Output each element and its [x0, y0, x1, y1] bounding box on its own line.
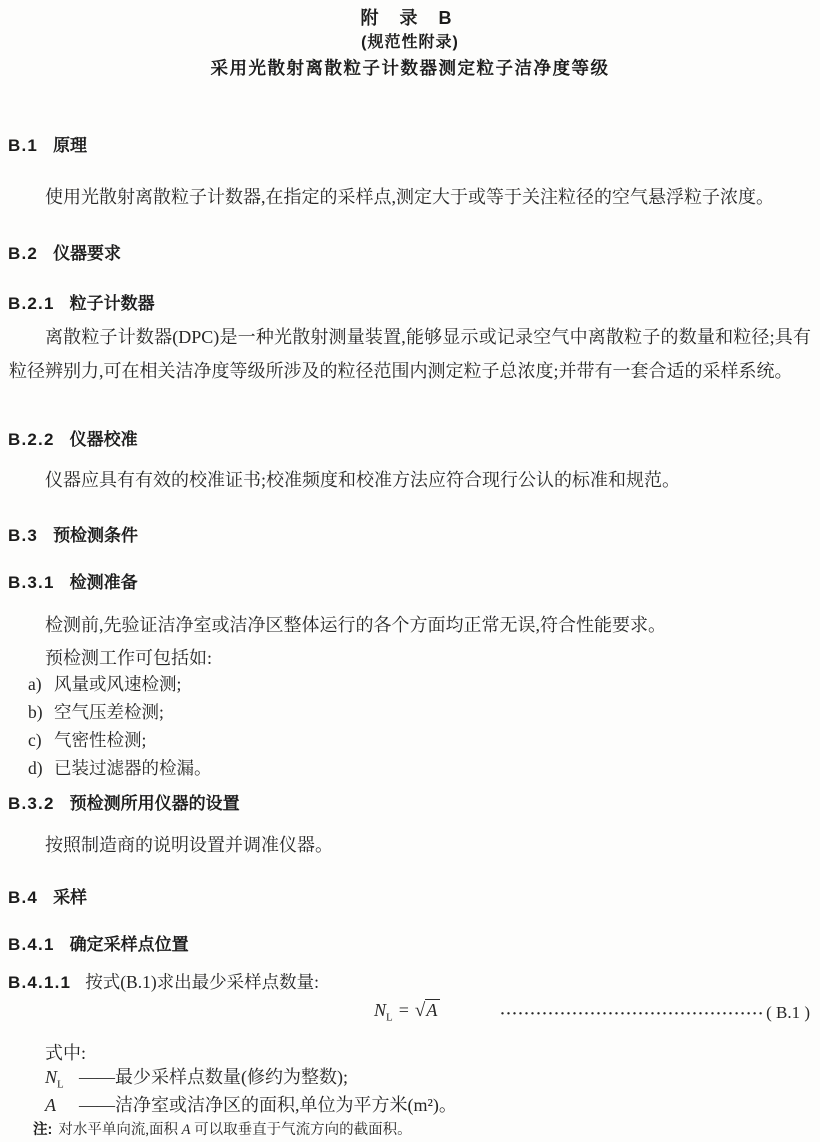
paragraph-b3-2: 按照制造商的说明设置并调准仪器。 [45, 835, 333, 855]
formula-subscript: L [386, 1011, 393, 1024]
list-item-label: d) [28, 758, 43, 778]
formula-radicand: A [425, 999, 440, 1020]
list-item-label: a) [28, 674, 42, 694]
paragraph-b3-1-a: 检测前,先验证洁净室或洁净区整体运行的各个方面均正常无误,符合性能要求。 [45, 615, 666, 635]
legend-symbol [45, 1095, 79, 1119]
clause-b4-1-1 [8, 969, 319, 994]
clause-number: B.4.1 [8, 935, 55, 954]
list-item-label: b) [28, 702, 43, 722]
equation-leader [500, 1003, 810, 1023]
note-text-post: 可以取垂直于气流方向的截面积。 [190, 1122, 412, 1138]
equals-sign: = [398, 1000, 409, 1020]
heading-b4 [8, 883, 87, 908]
symbol-a: A [45, 1095, 56, 1115]
appendix-subtitle: (规范性附录) [361, 34, 459, 51]
paragraph-b3-1-b: 预检测工作可包括如: [45, 648, 213, 668]
clause-title: 检测准备 [69, 573, 138, 592]
paragraph-b1: 使用光散射离散粒子计数器,在指定的采样点,测定大于或等于关注粒径的空气悬浮粒子浓度。 [45, 187, 774, 207]
equation-label: ( B.1 ) [766, 1003, 810, 1022]
legend-intro: 式中: [45, 1043, 87, 1063]
clause-title: 采样 [53, 888, 88, 907]
clause-number: B.3.1 [8, 573, 55, 592]
heading-b1 [8, 131, 87, 156]
list-item-label: c) [28, 730, 42, 750]
formula-b1 [374, 1000, 440, 1024]
list-item-text: 气密性检测; [54, 730, 147, 750]
list-item [28, 671, 808, 699]
pretest-checklist [28, 671, 808, 783]
clause-number: B.3.2 [8, 794, 55, 813]
clause-number: B.3 [8, 526, 39, 545]
legend-text: 最少采样点数量(修约为整数); [115, 1067, 348, 1087]
formula-symbol-n: N [374, 1000, 387, 1020]
symbol-subscript: L [57, 1078, 64, 1091]
paragraph-b2-1: 离散粒子计数器(DPC)是一种光散射测量装置,能够显示或记录空气中离散粒子的数量和粒径;具有粒径辨别力,可在相关洁净度等级所涉及的粒径范围内测定粒子总浓度;并带有一套合适的采样系统。 [9, 327, 811, 381]
legend-text: 洁净室或洁净区的面积,单位为平方米(m²)。 [115, 1095, 457, 1115]
heading-b3-2 [8, 789, 240, 814]
legend-dash: —— [79, 1067, 115, 1087]
clause-number: B.2.1 [8, 294, 55, 313]
heading-b3 [8, 521, 138, 546]
heading-b3-1 [8, 568, 138, 593]
heading-b2-1 [8, 289, 155, 314]
heading-b4-1 [8, 930, 189, 955]
clause-number: B.1 [8, 136, 39, 155]
legend-symbol [45, 1067, 79, 1091]
note-text-pre: 对水平单向流,面积 [58, 1122, 182, 1138]
clause-title: 确定采样点位置 [69, 935, 189, 954]
clause-number: B.2.2 [8, 430, 55, 449]
note-line [33, 1118, 412, 1139]
clause-text: 按式(B.1)求出最少采样点数量: [85, 972, 320, 992]
clause-title: 仪器校准 [69, 430, 138, 449]
legend-dash: —— [79, 1095, 115, 1115]
clause-title: 粒子计数器 [69, 294, 155, 313]
list-item-text: 风量或风速检测; [54, 674, 182, 694]
list-item [28, 755, 808, 783]
clause-number: B.4 [8, 888, 39, 907]
legend-entry-a [45, 1091, 457, 1119]
heading-b2-2 [8, 425, 138, 450]
note-symbol-a: A [181, 1122, 191, 1138]
note-label: 注: [33, 1122, 53, 1138]
legend-entry-nl [45, 1063, 348, 1091]
list-item [28, 727, 808, 755]
appendix-title: 附 录 B [360, 8, 460, 28]
list-item-text: 已装过滤器的检漏。 [54, 758, 212, 778]
symbol-n: N [45, 1067, 58, 1087]
list-item [28, 699, 808, 727]
clause-title: 原理 [53, 136, 88, 155]
clause-number: B.4.1.1 [8, 973, 72, 992]
list-item-text: 空气压差检测; [54, 702, 164, 722]
paragraph-b2-2: 仪器应具有有效的校准证书;校准频度和校准方法应符合现行公认的标准和规范。 [45, 470, 680, 490]
clause-title: 预检测条件 [53, 526, 139, 545]
clause-title: 仪器要求 [53, 244, 122, 263]
clause-number: B.2 [8, 244, 39, 263]
appendix-heading: 采用光散射离散粒子计数器测定粒子洁净度等级 [210, 58, 610, 78]
clause-title: 预检测所用仪器的设置 [69, 794, 240, 813]
leader-dots: ············································ [499, 1006, 765, 1022]
heading-b2 [8, 239, 121, 264]
radical-sign: √ [414, 1000, 426, 1021]
